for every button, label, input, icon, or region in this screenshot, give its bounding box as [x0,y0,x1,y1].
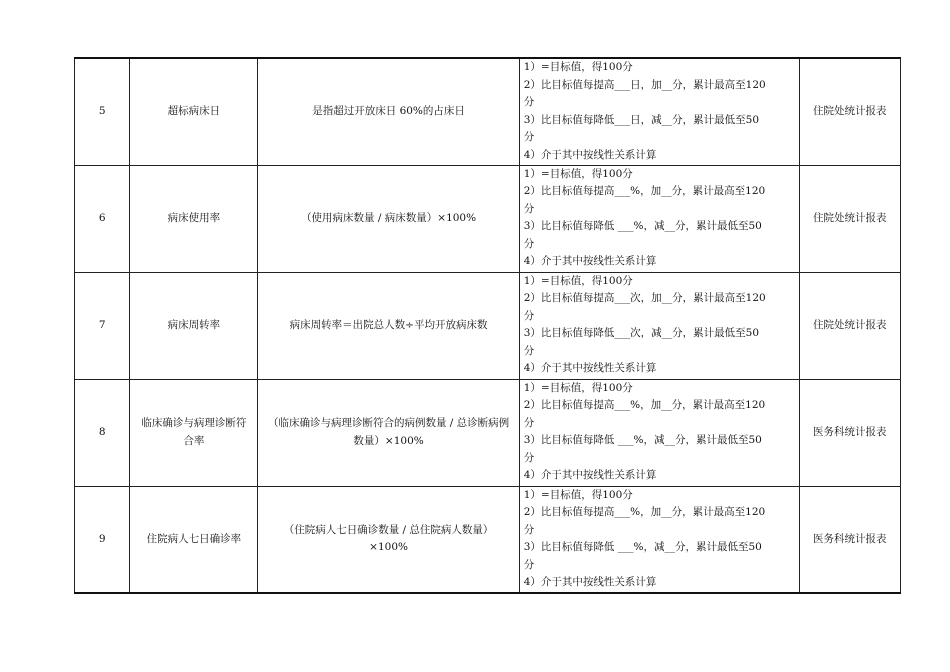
scoring-rule-line: 1）=目标值，得100分 [523,488,633,501]
scoring-rule-line: 分 [523,202,535,215]
definition-cell: 是指超过开放床日 60%的占床日 [258,58,519,165]
scoring-rule-line: 分 [523,558,535,571]
scoring-rule-line: 分 [523,131,535,143]
definition-cell: （住院病人七日确诊数量 / 总住院病人数量）×100% [258,486,519,593]
indicator-name-cell: 住院病人七日确诊率 [130,486,258,593]
scoring-rule-line: 分 [523,523,535,536]
scoring-rules-cell [519,486,799,593]
definition-cell: （临床确诊与病理诊断符合的病例数量 / 总诊断病例数量）×100% [258,379,519,486]
data-source-cell: 医务科统计报表 [799,379,901,486]
scoring-rule-line: 2）比目标值每提高___日，加__分，累计最高至120 [523,78,766,91]
scoring-rule-line: 分 [523,309,535,322]
scoring-rule-line: 4）介于其中按线性关系计算 [523,362,657,374]
scoring-rule-line: 分 [523,237,535,250]
table-row [75,486,901,593]
data-source-cell: 住院处统计报表 [799,58,901,165]
indicator-name-cell: 超标病床日 [130,58,258,165]
table-row [75,379,901,486]
table-row [75,272,901,379]
indicator-name-cell: 病床使用率 [130,165,258,272]
scoring-rule-line: 1）=目标值，得100分 [523,274,633,287]
indicator-table [74,57,901,594]
scoring-rule-line: 1）=目标值，得100分 [523,167,633,180]
data-source-cell: 医务科统计报表 [799,486,901,593]
row-number-cell: 6 [75,165,130,272]
table-row [75,58,901,165]
scoring-rule-line: 3）比目标值每降低 ___%，减__分，累计最低至50 [523,541,762,553]
row-number-cell: 5 [75,58,130,165]
scoring-rule-line: 3）比目标值每降低___次，减__分，累计最低至50 [523,327,760,339]
scoring-rule-line: 1）=目标值，得100分 [523,381,633,394]
scoring-rule-line: 2）比目标值每提高___%，加__分，累计最高至120 [523,185,766,197]
scoring-rule-line: 分 [523,344,535,357]
scoring-rules-cell [519,58,799,165]
table-row [75,165,901,272]
scoring-rule-line: 分 [523,416,535,429]
scoring-rule-line: 分 [523,96,535,108]
definition-cell: （使用病床数量 / 病床数量）×100% [258,165,519,272]
scoring-rules-cell [519,165,799,272]
scoring-rules-cell [519,379,799,486]
definition-cell: 病床周转率＝出院总人数÷平均开放病床数 [258,272,519,379]
scoring-rules-cell [519,272,799,379]
scoring-rule-line: 4）介于其中按线性关系计算 [523,576,657,588]
scoring-rule-line: 4）介于其中按线性关系计算 [523,148,657,161]
indicator-name-cell: 临床确诊与病理诊断符合率 [130,379,258,486]
scoring-rule-line: 2）比目标值每提高___次，加__分，累计最高至120 [523,292,766,304]
scoring-rule-line: 4）介于其中按线性关系计算 [523,255,657,267]
scoring-rule-line: 3）比目标值每降低___日，减__分，累计最低至50 [523,113,760,126]
table-body [75,58,901,593]
indicator-name-cell: 病床周转率 [130,272,258,379]
scoring-rule-line: 1）=目标值，得100分 [523,61,633,73]
data-source-cell: 住院处统计报表 [799,165,901,272]
scoring-rule-line: 2）比目标值每提高___%，加__分，累计最高至120 [523,399,766,411]
row-number-cell: 9 [75,486,130,593]
scoring-rule-line: 3）比目标值每降低 ___%，减__分，累计最低至50 [523,220,762,232]
row-number-cell: 7 [75,272,130,379]
data-source-cell: 住院处统计报表 [799,272,901,379]
scoring-rule-line: 3）比目标值每降低 ___%，减__分，累计最低至50 [523,434,762,446]
row-number-cell: 8 [75,379,130,486]
scoring-rule-line: 2）比目标值每提高___%，加__分，累计最高至120 [523,506,766,518]
scoring-rule-line: 分 [523,451,535,464]
scoring-rule-line: 4）介于其中按线性关系计算 [523,469,657,481]
